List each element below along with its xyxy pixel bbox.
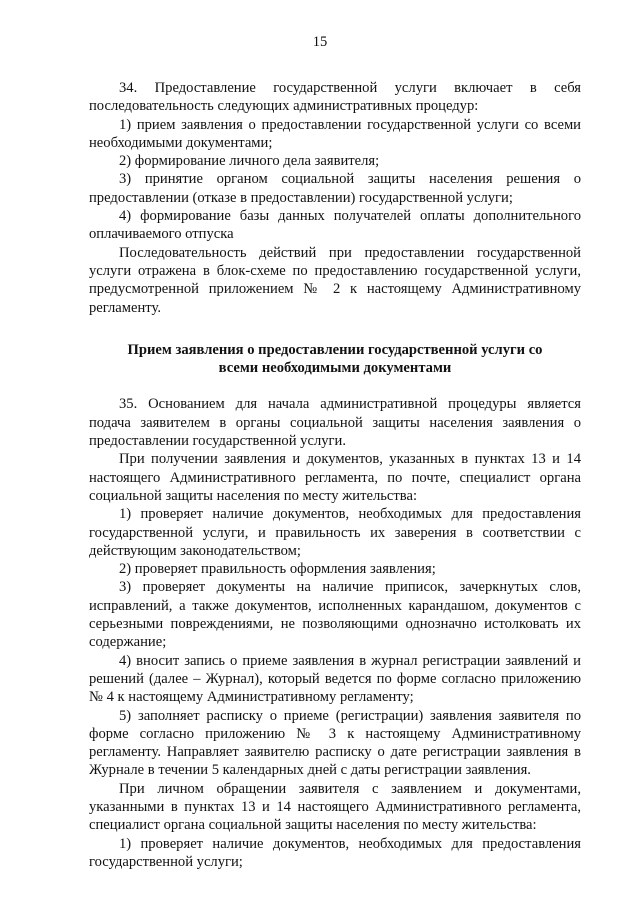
section-34	[89, 79, 581, 317]
paragraph: При получении заявления и документов, указанных в пунктах 13 и 14 настоящего Административного регламента, по почте, специалист органа социальной защиты населения по месту жительства:	[89, 451, 581, 504]
list-item: 5) заполняет расписку о приеме (регистрации) заявления заявителя по форме согласно приложению № 3 к настоящему Административному регламенту. Направляет заявителю расписку о дате регистрации заявления в Журнале в течении 5 календарных дней с даты регистрации заявления.	[89, 707, 581, 779]
list-item: 1) проверяет наличие документов, необходимых для предоставления государственной услуги;	[89, 835, 581, 870]
list-item: 2) формирование личного дела заявителя;	[119, 153, 380, 170]
heading-line: всеми необходимыми документами	[218, 360, 452, 377]
page-number: 15	[312, 34, 328, 50]
document-body	[89, 79, 581, 871]
paragraph: 35. Основанием для начала административной процедуры является подача заявителем в органы социальной защиты населения заявления о предоставлении государственной услуги.	[89, 396, 581, 450]
heading-line: Прием заявления о предоставлении государственной услуги со	[127, 341, 543, 358]
list-item: 4) вносит запись о приеме заявления в журнал регистрации заявлений и решений (далее – Журнал), который ведется по форме согласно приложению № 4 к настоящему Административному регламенту;	[89, 652, 581, 706]
paragraph: При личном обращении заявителя с заявлением и документами, указанными в пунктах 13 и 14 настоящего Административного регламента, специалист органа социальной защиты населения по месту жительства:	[89, 780, 581, 834]
paragraph: 34. Предоставление государственной услуги включает в себя последовательность следующих административных процедур:	[89, 80, 581, 115]
list-item: 1) проверяет наличие документов, необходимых для предоставления государственной услуги, и правильность их заверения в соответствии с действующим законодательством;	[89, 506, 581, 559]
list-item: 4) формирование базы данных получателей оплаты дополнительного оплачиваемого отпуска	[89, 208, 581, 243]
list-item: 3) проверяет документы на наличие приписок, зачеркнутых слов, исправлений, а также документов, исполненных карандашом, документов с серьезными повреждениями, не позволяющими однозначно истолковать их содержание;	[89, 579, 581, 651]
section-heading	[89, 341, 581, 378]
list-item: 2) проверяет правильность оформления заявления;	[119, 561, 436, 578]
section-35	[89, 395, 581, 871]
paragraph: Последовательность действий при предоставлении государственной услуги отражена в блок-схеме по предоставлению государственной услуги, предусмотренной приложением № 2 к настоящему Административному регламенту.	[89, 244, 581, 316]
list-item: 3) принятие органом социальной защиты населения решения о предоставлении (отказе в предоставлении) государственной услуги;	[89, 171, 581, 206]
list-item: 1) прием заявления о предоставлении государственной услуги со всеми необходимыми документами;	[89, 116, 581, 151]
